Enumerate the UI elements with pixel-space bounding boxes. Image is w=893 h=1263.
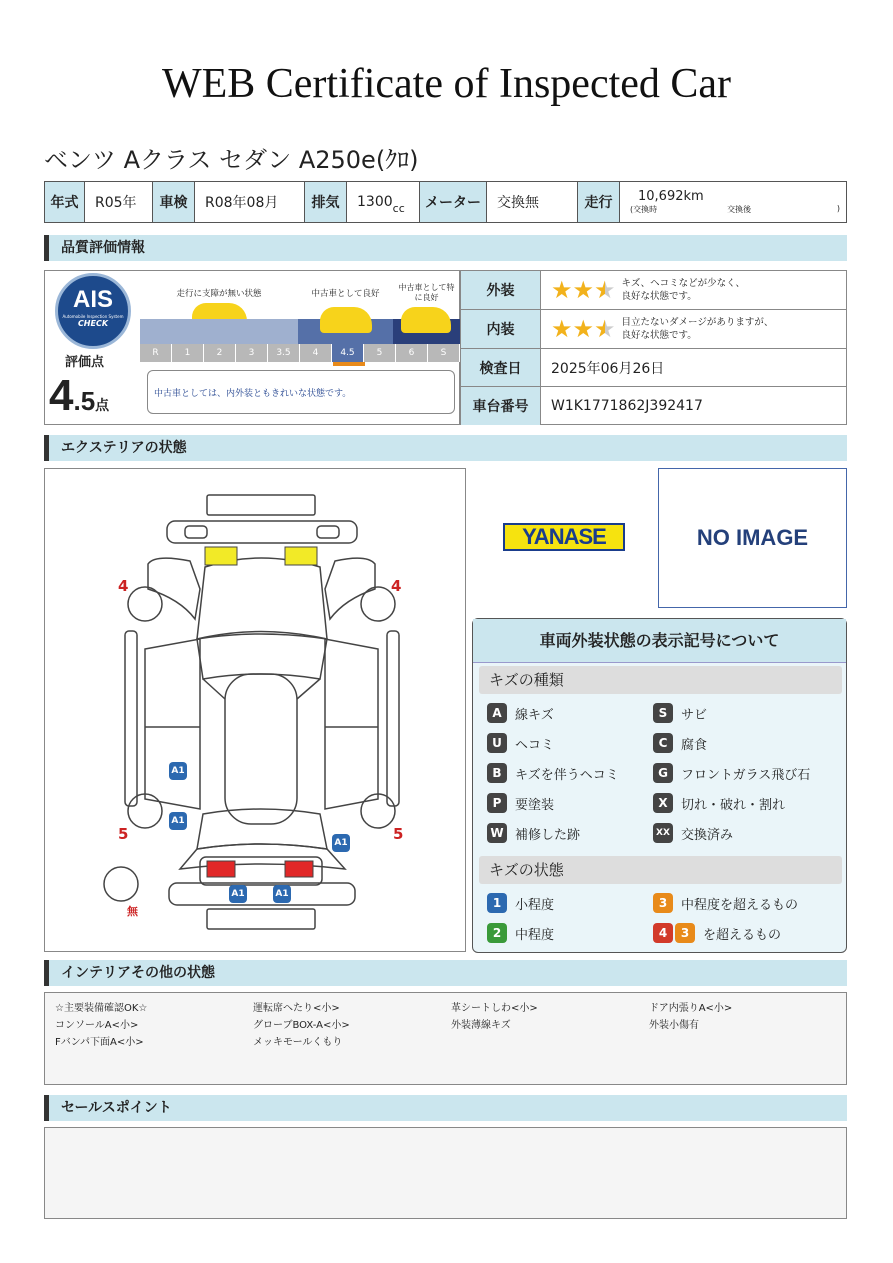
legend-level-item: 4 3 を超えるもの: [653, 923, 781, 943]
tire-rear-left-depth: 5: [118, 825, 129, 843]
scale-step: S: [428, 344, 460, 362]
damage-marker: A1: [169, 812, 187, 830]
legend-type-item: XX 交換済み: [653, 823, 733, 843]
scale-step: 3: [236, 344, 268, 362]
displacement-value: 1300 cc: [347, 182, 420, 222]
meter-value: 交換無: [487, 182, 578, 222]
inspection-date-label: 検査日: [461, 349, 541, 386]
rating-panel: [44, 270, 460, 425]
code-badge: U: [487, 733, 507, 753]
scale-group-normal: 走行に支障が無い状態: [140, 271, 298, 346]
star-icon: ★: [572, 315, 595, 343]
star-icon: ★: [551, 315, 573, 343]
legend-title: 車両外装状態の表示記号について: [473, 619, 846, 663]
interior-note-item: 外装小傷有: [649, 1020, 699, 1031]
displacement-label: 排気: [305, 182, 347, 222]
car-icon: [401, 307, 451, 333]
dealer-logo: YANASE: [503, 523, 625, 551]
page-title: WEB Certificate of Inspected Car: [161, 61, 732, 107]
inspection-value: R08年08月: [195, 182, 305, 222]
interior-note-item: メッキモールくもり: [253, 1037, 343, 1048]
legend-level-item: 2 中程度: [487, 923, 554, 943]
inspection-label: 車検: [153, 182, 195, 222]
damage-marker: A1: [169, 762, 187, 780]
exterior-grade: ★ ★ ★ キズ、ヘコミなどが少なく、 良好な状態です。: [551, 276, 745, 304]
car-diagram: [44, 468, 466, 952]
legend-level-item: 3 中程度を超えるもの: [653, 893, 798, 913]
interior-notes: [44, 992, 847, 1085]
legend-type-item: G フロントガラス飛び石: [653, 763, 810, 783]
legend-type-item: A 線キズ: [487, 703, 554, 723]
sales-points: [44, 1127, 847, 1219]
star-icon: ★: [551, 276, 573, 304]
scale-group-good: 中古車として良好: [298, 271, 393, 346]
scale-step: 2: [204, 344, 236, 362]
level-badge: 2: [487, 923, 507, 943]
scale-step: 5: [364, 344, 396, 362]
tire-front-left-depth: 4: [118, 577, 129, 595]
damage-legend: [472, 618, 847, 953]
legend-levels-title: キズの状態: [479, 856, 842, 884]
basic-info-table: [44, 181, 847, 223]
legend-type-item: U ヘコミ: [487, 733, 554, 753]
interior-note-item: 外装薄線キズ: [451, 1020, 511, 1031]
grades-table: [460, 270, 847, 425]
scale-group-excellent: 中古車として特に良好: [393, 271, 460, 346]
interior-note-item: 革シートしわ<小>: [451, 1003, 538, 1014]
scale-indicator: [333, 362, 365, 366]
scale-step: 3.5: [268, 344, 300, 362]
no-image-placeholder: NO IMAGE: [658, 468, 847, 608]
interior-note-item: グローブBOX-A<小>: [253, 1020, 350, 1031]
year-label: 年式: [45, 182, 85, 222]
level-badge: 3: [675, 923, 695, 943]
scale-step: 4.5: [332, 344, 364, 362]
code-badge: G: [653, 763, 673, 783]
interior-section-header: インテリアその他の状態: [44, 960, 847, 986]
legend-type-item: W 補修した跡: [487, 823, 580, 843]
interior-note-item: ドア内張りA<小>: [649, 1003, 733, 1014]
car-icon: [320, 307, 372, 333]
meter-label: メーター: [420, 182, 487, 222]
code-badge: A: [487, 703, 507, 723]
legend-type-item: X 切れ・破れ・割れ: [653, 793, 785, 813]
level-badge: 1: [487, 893, 507, 913]
legend-types-title: キズの種類: [479, 666, 842, 694]
rating-comment: 中古車としては、内外装ともきれいな状態です。: [147, 370, 455, 414]
sales-section-header: セールスポイント: [44, 1095, 847, 1121]
legend-type-item: C 腐食: [653, 733, 707, 753]
inspection-date: 2025年06月26日: [551, 360, 665, 377]
exterior-grade-label: 外装: [461, 271, 541, 309]
interior-note-item: ☆主要装備確認OK☆: [55, 1003, 148, 1014]
year-value: R05年: [85, 182, 153, 222]
ais-logo: AIS Automobile Inspection System CHECK: [55, 273, 131, 349]
scale-step: R: [140, 344, 172, 362]
code-badge: C: [653, 733, 673, 753]
legend-type-item: P 要塗装: [487, 793, 554, 813]
interior-note-item: コンソールA<小>: [55, 1020, 139, 1031]
score-value: 4.5点: [49, 371, 110, 420]
vin-value: W1K1771862J392417: [551, 398, 703, 414]
score-label: 評価点: [65, 355, 105, 370]
scale-step: 1: [172, 344, 204, 362]
code-badge: S: [653, 703, 673, 723]
damage-marker: A1: [273, 885, 291, 903]
interior-grade: ★ ★ ★ 目立たないダメージがありますが、 良好な状態です。: [551, 315, 774, 343]
half-star-icon: ★: [594, 276, 616, 304]
mileage-label: 走行: [578, 182, 620, 222]
vin-label: 車台番号: [461, 387, 541, 425]
legend-type-item: B キズを伴うヘコミ: [487, 763, 619, 783]
legend-type-item: S サビ: [653, 703, 707, 723]
code-badge: W: [487, 823, 507, 843]
legend-level-item: 1 小程度: [487, 893, 554, 913]
mileage-value: 10,692km (交換時 交換後 ): [630, 189, 840, 214]
code-badge: B: [487, 763, 507, 783]
car-name: ベンツ Aクラス セダン A250e(ｸﾛ): [44, 146, 419, 174]
star-icon: ★: [572, 276, 595, 304]
half-star-icon: ★: [594, 315, 616, 343]
code-badge: X: [653, 793, 673, 813]
car-outline: [45, 469, 465, 951]
quality-section-header: 品質評価情報: [44, 235, 847, 261]
score-scale: [140, 344, 460, 362]
tire-front-right-depth: 4: [391, 577, 402, 595]
scale-step: 4: [300, 344, 332, 362]
exterior-section-header: エクステリアの状態: [44, 435, 847, 461]
level-badge: 3: [653, 893, 673, 913]
interior-note-item: 運転席へたり<小>: [253, 1003, 340, 1014]
interior-grade-label: 内装: [461, 310, 541, 348]
interior-note-item: Fバンパ下面A<小>: [55, 1037, 144, 1048]
damage-marker: A1: [332, 834, 350, 852]
code-badge: XX: [653, 823, 673, 843]
code-badge: P: [487, 793, 507, 813]
damage-marker: A1: [229, 885, 247, 903]
spare-tire-status: 無: [127, 905, 138, 918]
level-badge: 4: [653, 923, 673, 943]
scale-step: 6: [396, 344, 428, 362]
tire-rear-right-depth: 5: [393, 825, 404, 843]
